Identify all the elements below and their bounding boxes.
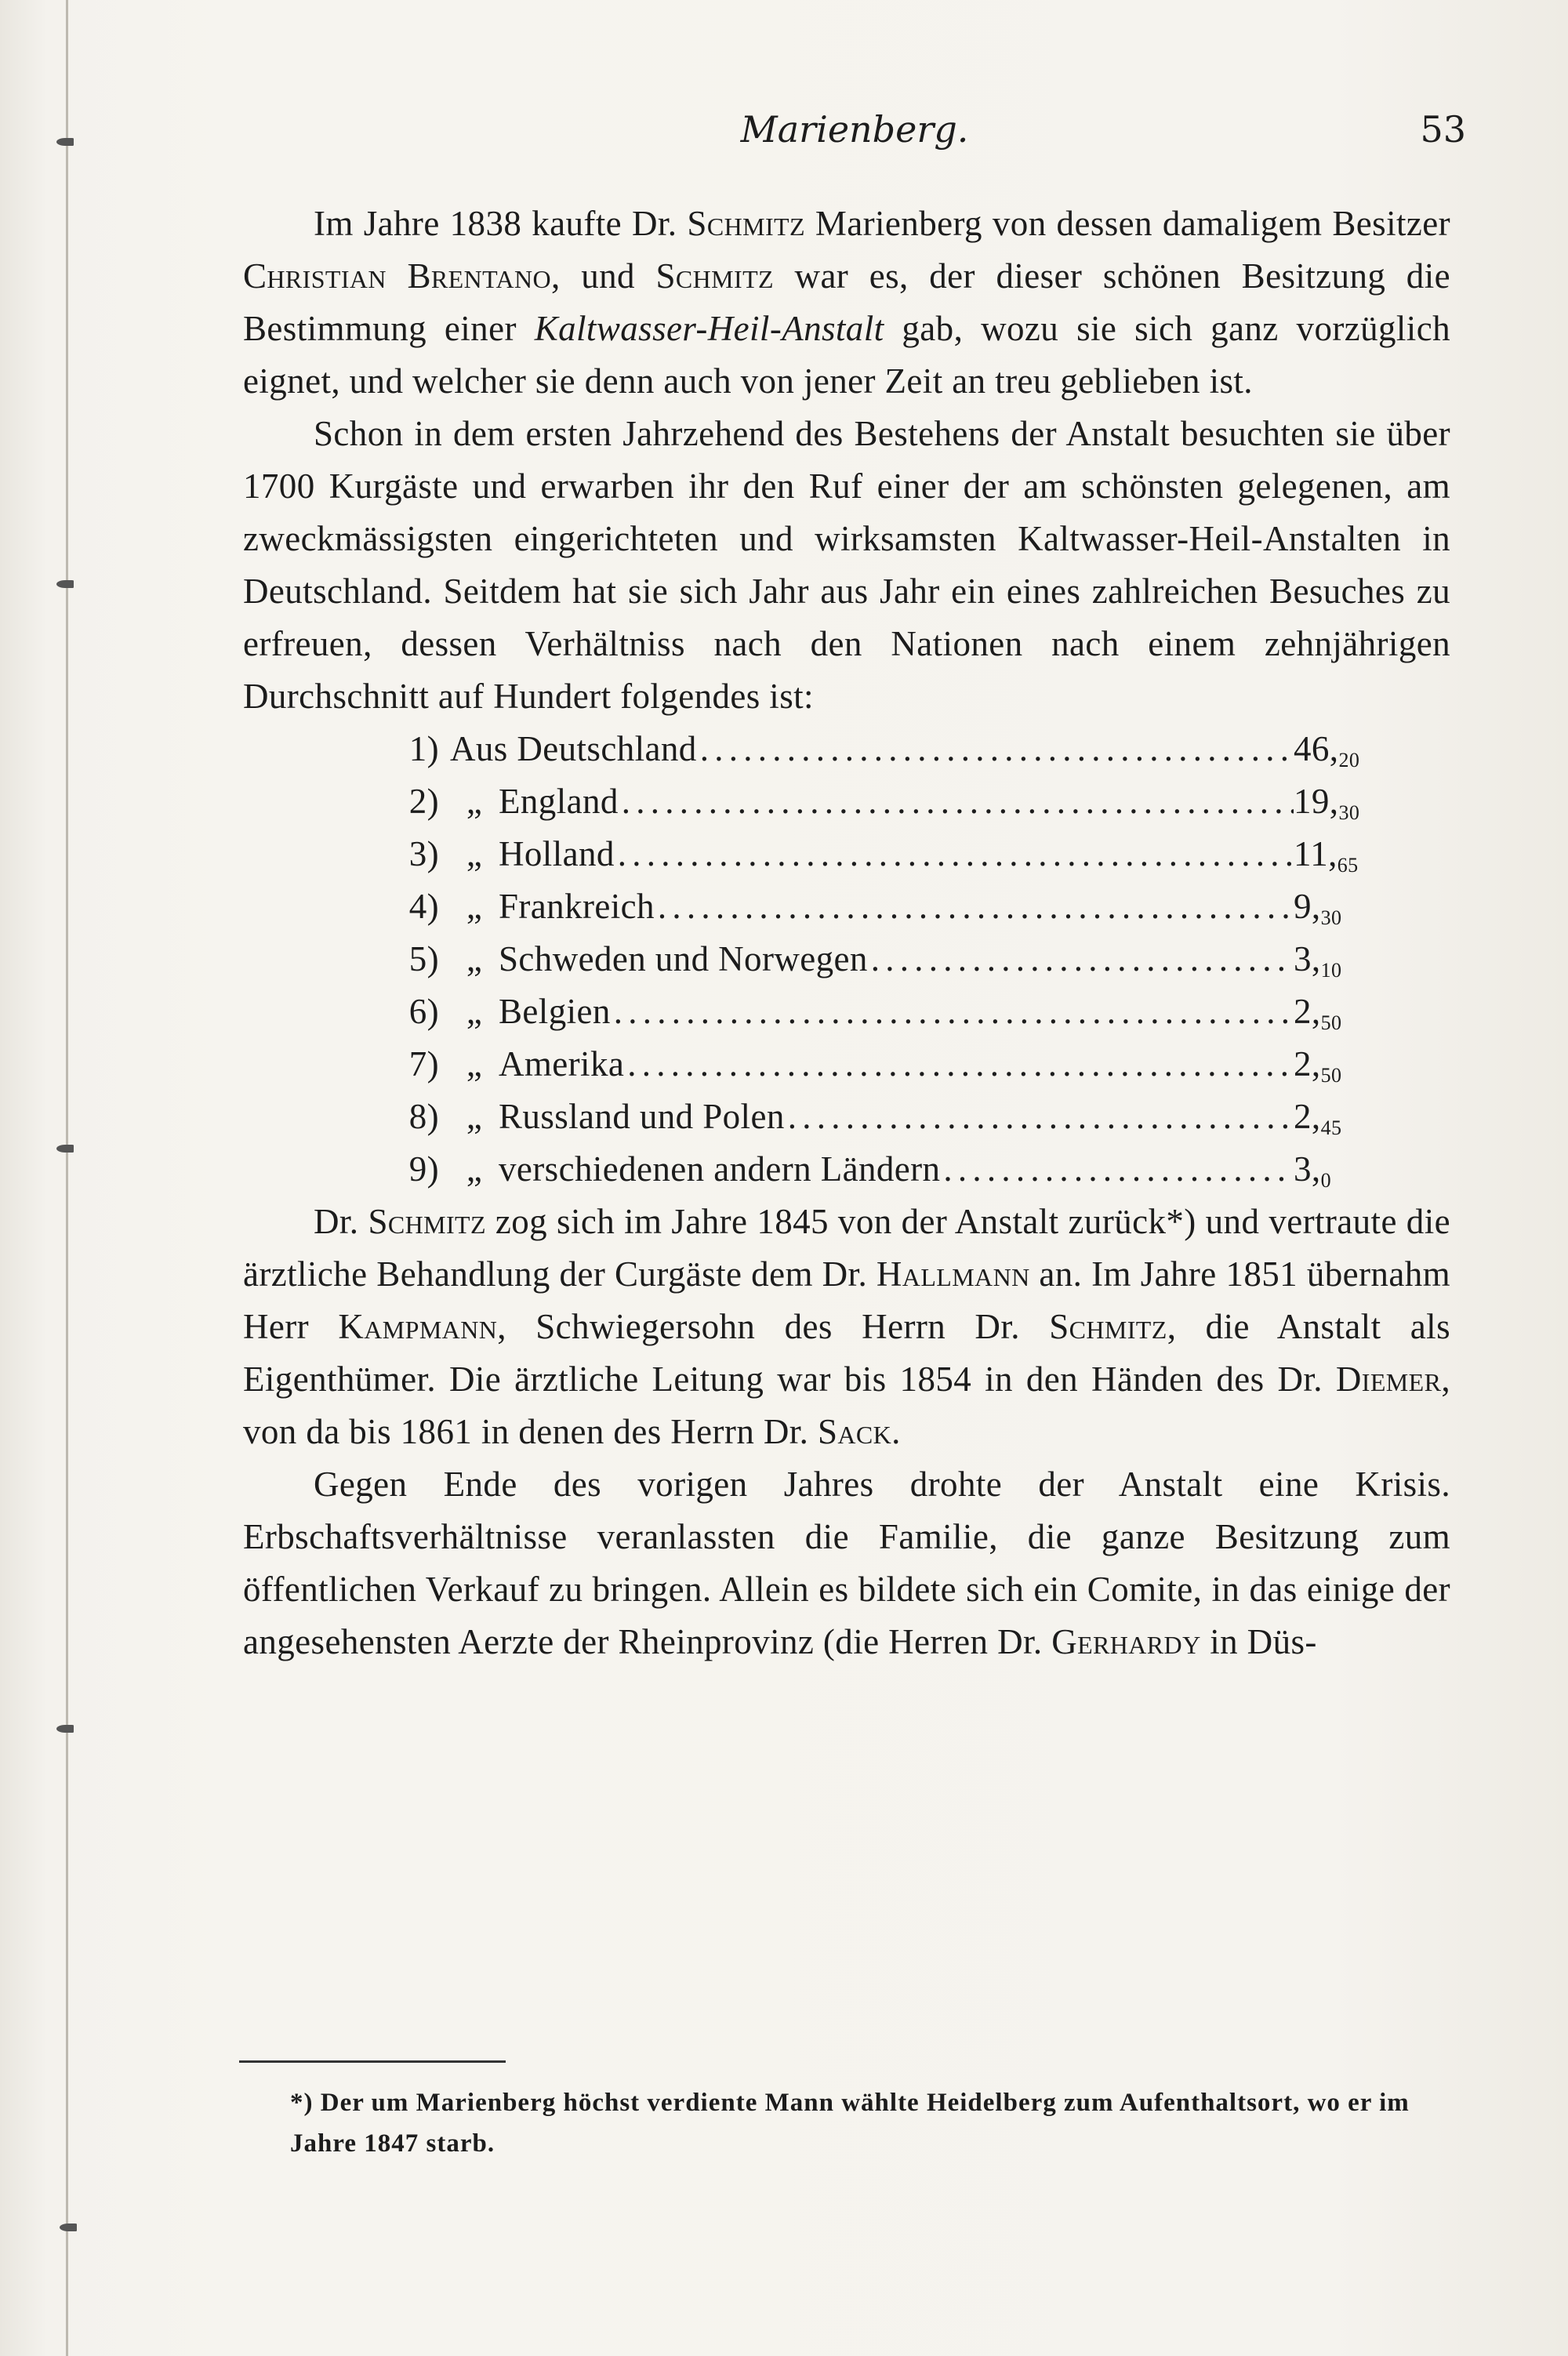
item-number: 6)	[408, 992, 439, 1031]
page-number: 53	[1420, 108, 1466, 151]
body-text	[243, 198, 1450, 1668]
value-integer: 3,	[1294, 1149, 1321, 1189]
value-decimal: 50	[1320, 1064, 1342, 1087]
ditto-mark: „	[466, 1044, 483, 1084]
person-name: Gerhardy	[1051, 1622, 1201, 1661]
leader-dots	[615, 828, 1294, 880]
text-run: Dr.	[314, 1202, 368, 1241]
ditto-mark: „	[466, 887, 483, 926]
leader-dots	[868, 933, 1294, 986]
text-run: Gegen Ende des vorigen Jahres drohte der Anstalt eine Krisis. Erbschaftsverhältnisse veranlassten die Familie, die ganze Besitzung zum öffentlichen Verkauf zu bringen. Allein es bildete sich ein Comite, in das einige der angesehensten Aerzte der Rheinprovinz (die Herren Dr.	[243, 1465, 1450, 1661]
list-item	[243, 1091, 1450, 1143]
country-name: Frankreich	[499, 887, 655, 926]
person-name: Christian Brentano	[243, 256, 552, 296]
person-name: Schmitz	[1049, 1307, 1167, 1346]
text-run: in Düs-	[1200, 1622, 1317, 1661]
paragraph-1	[243, 198, 1450, 408]
text-run: , die Anstalt als Eigenthümer. Die ärztliche Leitung war bis 1854 in den Händen des Dr.	[243, 1307, 1450, 1399]
paragraph-3	[243, 1196, 1450, 1458]
item-number: 1)	[408, 729, 439, 768]
ditto-mark: „	[466, 1097, 483, 1136]
value-integer: 2,	[1294, 1044, 1321, 1084]
text-run: an. Im Jahre 1851 übernahm Herr	[243, 1254, 1450, 1346]
person-name: Schmitz	[368, 1202, 486, 1241]
value-integer: 2,	[1294, 992, 1321, 1031]
binding-mark	[56, 1725, 74, 1733]
value-integer: 2,	[1294, 1097, 1321, 1136]
leader-dots	[940, 1143, 1294, 1196]
value-decimal: 30	[1320, 906, 1342, 929]
list-item	[243, 1143, 1450, 1196]
country-name: Holland	[499, 834, 615, 873]
ditto-mark: „	[466, 992, 483, 1031]
page-spine-edge	[66, 0, 68, 2356]
value-decimal: 20	[1338, 749, 1360, 771]
list-item	[243, 775, 1450, 828]
value-decimal: 45	[1320, 1116, 1342, 1139]
paragraph-4	[243, 1458, 1450, 1668]
value-integer: 19,	[1294, 782, 1339, 821]
binding-mark	[60, 2223, 77, 2231]
text-run: war es, der dieser schönen Besitzung die Bestimmung einer	[243, 256, 1450, 348]
value-integer: 9,	[1294, 887, 1321, 926]
item-number: 9)	[408, 1149, 439, 1189]
person-name: Hallmann	[876, 1254, 1030, 1294]
country-name: Aus Deutschland	[450, 729, 697, 768]
text-run: , von da bis 1861 in denen des Herrn Dr.	[243, 1360, 1450, 1451]
value-integer: 3,	[1294, 939, 1321, 978]
text-run: .	[891, 1412, 901, 1451]
country-name: Russland und Polen	[499, 1097, 785, 1136]
ditto-mark: „	[466, 834, 483, 873]
binding-mark	[56, 1145, 74, 1153]
country-name: England	[499, 782, 619, 821]
person-name: Sack	[817, 1412, 892, 1451]
ditto-mark: „	[466, 782, 483, 821]
country-name: Belgien	[499, 992, 611, 1031]
binding-mark	[56, 580, 74, 588]
text-run: , Schwiegersohn des Herrn Dr.	[497, 1307, 1050, 1346]
item-number: 5)	[408, 939, 439, 978]
value-integer: 11,	[1294, 834, 1338, 873]
list-item	[243, 933, 1450, 986]
text-run: zog sich im Jahre 1845 von der Anstalt zurück*) und vertraute die ärztliche Behandlung der Curgäste dem Dr.	[243, 1202, 1450, 1294]
value-integer: 46,	[1294, 729, 1339, 768]
item-number: 7)	[408, 1044, 439, 1084]
footnote: *) Der um Marienberg höchst verdiente Mann wählte Heidelberg zum Aufenthaltsort, wo er im Jahre 1847 starb.	[290, 2089, 1410, 2158]
leader-dots	[619, 775, 1294, 828]
emphasis-text: Kaltwasser-Heil-Anstalt	[534, 309, 884, 348]
ditto-mark: „	[466, 939, 483, 978]
list-item	[243, 1038, 1450, 1091]
value-decimal: 50	[1320, 1011, 1342, 1034]
country-name: verschiedenen andern Ländern	[499, 1149, 941, 1189]
person-name: Schmitz	[655, 256, 774, 296]
list-item	[243, 986, 1450, 1038]
text-run: gab, wozu sie sich ganz vorzüglich eignet, und welcher sie denn auch von jener Zeit an treu geblieben ist.	[243, 309, 1450, 401]
binding-mark	[56, 138, 74, 146]
item-number: 8)	[408, 1097, 439, 1136]
person-name: Kampmann	[338, 1307, 498, 1346]
item-number: 3)	[408, 834, 439, 873]
person-name: Diemer	[1335, 1360, 1442, 1399]
list-item	[243, 880, 1450, 933]
person-name: Schmitz	[687, 204, 805, 243]
item-number: 4)	[408, 887, 439, 926]
leader-dots	[611, 986, 1294, 1038]
value-decimal: 0	[1320, 1169, 1331, 1192]
country-name: Amerika	[499, 1044, 625, 1084]
list-item	[243, 723, 1450, 775]
value-decimal: 10	[1320, 959, 1342, 982]
value-decimal: 65	[1337, 854, 1359, 877]
leader-dots	[624, 1038, 1294, 1091]
leader-dots	[785, 1091, 1294, 1143]
value-decimal: 30	[1338, 801, 1360, 824]
leader-dots	[697, 723, 1294, 775]
text-run: Marienberg von dessen damaligem Besitzer	[804, 204, 1450, 243]
footnote-divider	[239, 2060, 506, 2063]
text-run: Im Jahre 1838 kaufte Dr.	[314, 204, 688, 243]
ditto-mark: „	[466, 1149, 483, 1189]
item-number: 2)	[408, 782, 439, 821]
leader-dots	[655, 880, 1294, 933]
nation-distribution-list	[243, 723, 1450, 1196]
running-title: Marienberg.	[740, 108, 969, 151]
country-name: Schweden und Norwegen	[499, 939, 868, 978]
text-run: , und	[551, 256, 656, 296]
list-item	[243, 828, 1450, 880]
page-header	[243, 100, 1466, 171]
paragraph-2: Schon in dem ersten Jahrzehend des Bestehens der Anstalt besuchten sie über 1700 Kurgäste und erwarben ihr den Ruf einer der am schönsten gelegenen, am zweckmässigsten eingerichteten und wirksamsten Kaltwasser-Heil-Anstalten in Deutschland. Seitdem hat sie sich Jahr aus Jahr ein eines zahlreichen Besuches zu erfreuen, dessen Verhältniss nach den Nationen nach einem zehnjährigen Durchschnitt auf Hundert folgendes ist:	[243, 414, 1450, 716]
